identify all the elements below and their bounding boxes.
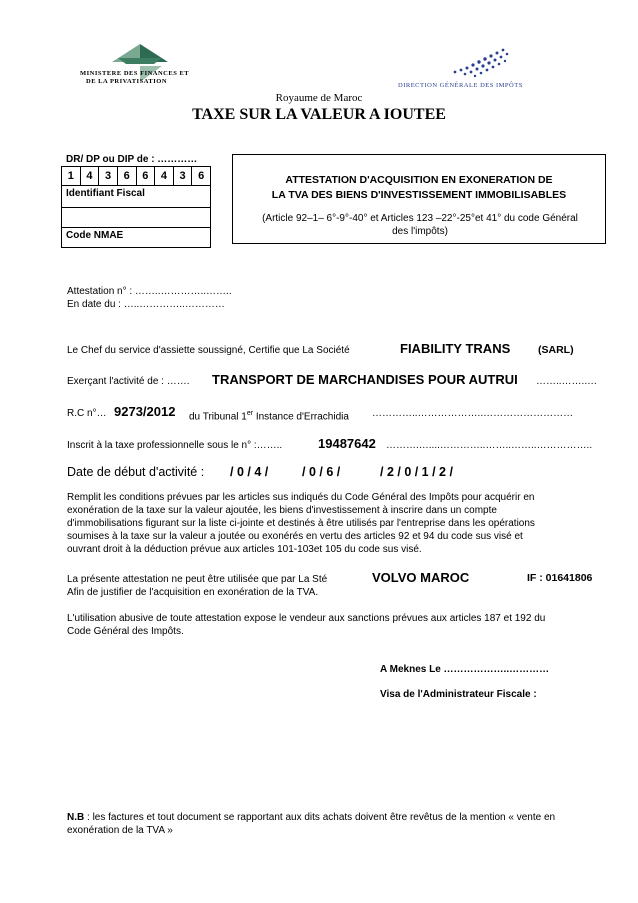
attestation-title-line2: LA TVA DES BIENS D'INVESTISSEMENT IMMOBILISABLES (271, 189, 567, 201)
attestation-reference-line2: des l'impôts) (392, 226, 448, 237)
professional-tax-filler: ……….…....…………..……..……..…………….. (386, 440, 593, 451)
signature-place-date: A Meknes Le ………………..………… (380, 664, 550, 675)
identifier-digits (62, 167, 210, 186)
activity-value: TRANSPORT DE MARCHANDISES POUR AUTRUI (212, 372, 518, 387)
client-if: IF : 01641806 (527, 572, 593, 584)
conditions-line: d'immobilisations figurant sur la liste ci-jointe et destinés à être utilisés par l'entreprise dans les opérations (67, 518, 535, 529)
attestation-number: Attestation n° : ……..…………..…….. (67, 286, 232, 297)
ministry-name-line1: MINISTERE DES FINANCES ET (80, 70, 190, 77)
identifier-digit: 3 (174, 167, 193, 185)
identifier-digit: 4 (155, 167, 174, 185)
certification-text: Le Chef du service d'assiette soussigné, Certifie que La Société (67, 345, 350, 356)
footer-note-line2: exonération de la TVA » (67, 825, 173, 836)
attestation-reference-line1: (Article 92–1– 6°-9°-40° et Articles 123 –22°-25°et 41° du code Général (262, 213, 578, 224)
identifier-digit: 6 (118, 167, 137, 185)
professional-tax-number: 19487642 (318, 436, 376, 451)
start-date-year: / 2 / 0 / 1 / 2 / (380, 465, 453, 479)
rc-label: R.C n°… (67, 408, 107, 419)
company-name: FIABILITY TRANS (400, 341, 511, 356)
note-label: N.B (67, 812, 85, 823)
divider (62, 207, 210, 208)
abuse-warning-line1: L'utilisation abusive de toute attestation expose le vendeur aux sanctions prévues aux articles 187 et 192 du (67, 613, 546, 624)
identifier-digit: 6 (137, 167, 156, 185)
conditions-line: exonération de la taxe sur la valeur ajoutée, les biens d'investissement à inscrire dans un compte (67, 505, 497, 516)
rc-tribunal-text: du Tribunal 1 (189, 411, 247, 423)
conditions-line: Remplit les conditions prévues par les articles sus indiqués du Code Général des Impôts pour acquérir en (67, 492, 535, 503)
divider (62, 227, 210, 228)
abuse-warning-line2: Code Général des Impôts. (67, 626, 184, 637)
dgi-logo (390, 40, 555, 100)
professional-tax-label: Inscrit à la taxe professionnelle sous le n° :…….. (67, 440, 283, 451)
direction-name: DIRECTION GÉNÉRALE DES IMPÔTS (398, 82, 523, 89)
ministry-logo (80, 40, 220, 100)
nmae-code-label: Code NMAE (66, 230, 124, 241)
identifier-digit: 1 (62, 167, 81, 185)
dgi-emblem-icon (445, 44, 515, 80)
footer-note (67, 811, 555, 824)
ministry-name-line2: DE LA PRIVATISATION (86, 78, 168, 85)
rc-number: 9273/2012 (114, 404, 176, 419)
conditions-line: ouvrant droit à la déduction prévue aux articles 101-103et 105 du code sus visé. (67, 544, 422, 555)
drdp-label: DR/ DP ou DIP de : ………… (66, 154, 198, 165)
rc-tribunal (189, 407, 349, 423)
start-date-month: / 0 / 6 / (302, 465, 341, 479)
activity-label: Exerçant l'activité de : ……. (67, 376, 190, 387)
identifier-digit: 6 (198, 170, 205, 182)
rc-filler: …………..………………..……………………… (372, 408, 574, 419)
start-date-day: / 0 / 4 / (230, 465, 269, 479)
conditions-line: soumises à la taxe sur la valeur a joutée ou exonérés en vertu des articles 92 et 94 du code sus visé et (67, 531, 523, 542)
rc-tribunal-text-2: Instance d'Errachidia (253, 411, 349, 423)
certification-line (67, 344, 350, 357)
rc-tribunal-superscript: er (246, 410, 254, 417)
kingdom-label: Royaume de Maroc (275, 92, 363, 104)
start-date-label: Date de début d'activité : (67, 465, 205, 479)
administrator-visa: Visa de l'Administrateur Fiscale : (380, 689, 537, 700)
usage-text-2: Afin de justifier de l'acquisition en exonération de la TVA. (67, 587, 319, 598)
page-title: TAXE SUR LA VALEUR A IOUTEE (192, 106, 446, 123)
activity-filler: ……..……..… (536, 376, 598, 387)
attestation-date: En date du : …..…………..………… (67, 299, 225, 310)
identifier-digit: 3 (99, 167, 118, 185)
fiscal-id-label: Identifiant Fiscal (66, 188, 145, 199)
conditions-paragraph (67, 491, 607, 556)
attestation-title-line1: ATTESTATION D'ACQUISITION EN EXONERATION DE (285, 174, 553, 186)
attestation-box (232, 154, 606, 244)
client-name: VOLVO MAROC (372, 570, 470, 585)
usage-text: La présente attestation ne peut être utilisée que par La Sté (67, 574, 328, 585)
note-text: : les factures et tout document se rapportant aux dits achats doivent être revêtus de la mention « vente en (84, 812, 556, 823)
identifier-digit: 4 (81, 167, 100, 185)
company-legal-form: (SARL) (538, 344, 574, 356)
identity-box (61, 166, 211, 248)
